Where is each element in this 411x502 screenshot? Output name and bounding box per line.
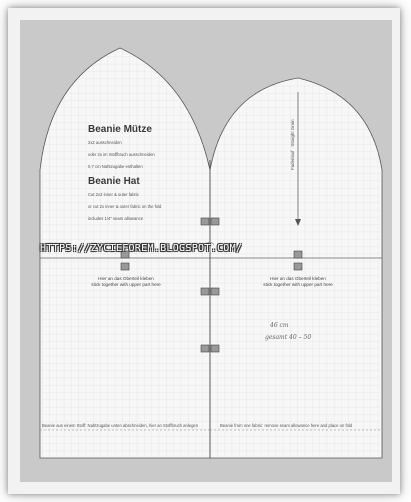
grain-label: Fadenlauf · Straight Grain (290, 119, 295, 170)
stick-label-right (252, 276, 344, 288)
title-de: Beanie Mütze (88, 124, 152, 135)
instruction-de-1: 2x2 ausschneiden (88, 140, 122, 145)
stick-label-left (80, 276, 172, 288)
stick-de-left: Hier an das Oberteil kleben (98, 276, 154, 281)
stick-en-right: stick together with upper part here (263, 282, 333, 287)
instruction-en-2: or cut 2x inner & outer fabric on the fold (88, 204, 162, 209)
handwritten-note-2: gesamt 40 – 50 (265, 334, 312, 341)
instruction-en-3: includes 1/4" seam allowance (88, 216, 144, 221)
title-en: Beanie Hat (88, 176, 140, 187)
instruction-en-1: Cut 2x2 inner & outer fabric (88, 192, 139, 197)
stick-en-left: stick together with upper part here (91, 282, 161, 287)
bottom-note-left: Beanie aus einem Stoff: Nahtzugabe unten abschneiden, hier an Stoffbruch anlegen (42, 423, 199, 428)
bottom-note-right: Beanie from one fabric: remove seam allowance here and place on fold (220, 423, 353, 428)
handwritten-note-1: 46 cm (270, 322, 289, 329)
instruction-de-2: oder 2x im Stoffbruch ausschneiden (88, 152, 155, 157)
instruction-de-3: 0,7 cm Nahtzugabe enthalten (88, 164, 143, 169)
watermark-url: HTTPS://ZYCIEFOREM.BLOGSPOT.COM/ (40, 243, 243, 254)
stick-de-right: Hier an das Oberteil kleben (270, 276, 326, 281)
